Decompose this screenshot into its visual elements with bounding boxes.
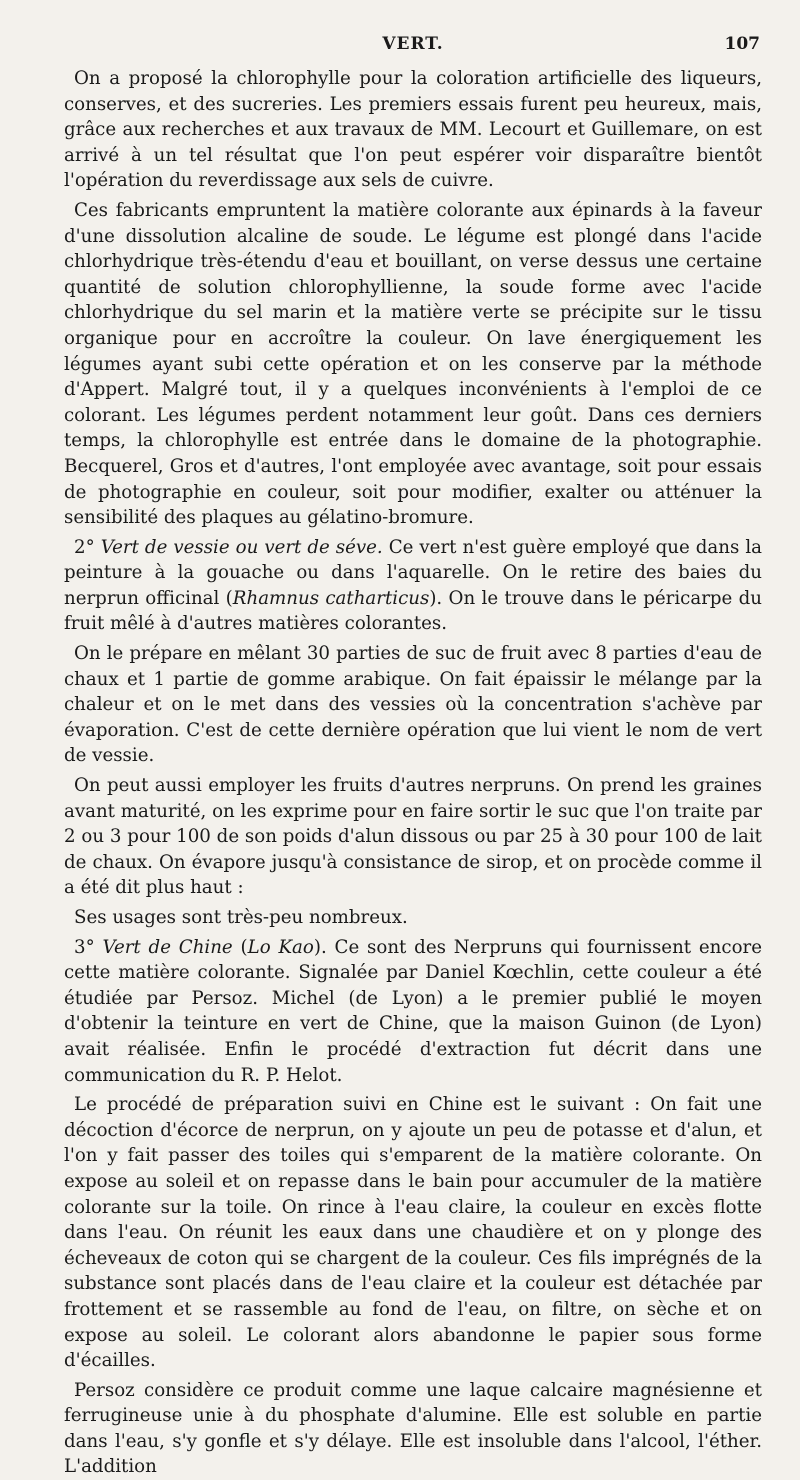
body-text xyxy=(64,66,762,1480)
latin-name: Rhamnus catharticus xyxy=(232,587,430,609)
section-title: Vert de Chine xyxy=(102,936,233,958)
section-title: Vert de vessie ou vert de séve. xyxy=(100,536,383,558)
section-number: 3° xyxy=(74,936,95,958)
paragraph-text: ). Ce sont des Nerpruns qui fournissent encore cette matière colorante. Signalée par Daniel Kœchlin, cette couleur a été étudiée par Persoz. Michel (de Lyon) a le premier publié le moyen d'obtenir la teinture en vert de Chine, que la maison Guinon (de Lyon) avait réalisée. Enfin le procédé d'extraction fut décrit dans une communication du R. P. Helot. xyxy=(64,936,762,1086)
paragraph-text: Ce vert n'est guère employé que dans la peinture à la gouache ou dans l'aquarelle. On le retire des baies du nerprun officinal ( xyxy=(64,536,762,609)
running-title: VERT. xyxy=(382,34,444,54)
paragraph: On peut aussi employer les fruits d'autres nerpruns. On prend les graines avant maturité, on les exprime pour en faire sortir le suc que l'on traite par 2 ou 3 pour 100 de son poids d'alun dissous ou par 25 à 30 pour 100 de lait de chaux. On évapore jusqu'à consistance de sirop, et on procède comme il a été dit plus haut : xyxy=(64,775,762,899)
section-subtitle: Lo Kao xyxy=(247,936,314,958)
paragraph-text: ). On le trouve dans le péricarpe du fruit mêlé à d'autres matières colorantes. xyxy=(64,587,762,635)
paragraph-text: ( xyxy=(232,936,248,958)
paragraph: Ces fabricants empruntent la matière colorante aux épinards à la faveur d'une dissolution alcaline de soude. Le légume est plongé dans l'acide chlorhydrique très-étendu d'eau et bouillant, on verse dessus une certaine quantité de solution chlorophyllienne, la soude forme avec l'acide chlorhydrique du sel marin et la matière verte se précipite sur le tissu organique pour en accroître la couleur. On lave énergiquement les légumes ayant subi cette opération et on les conserve par la méthode d'Appert. Malgré tout, il y a quelques inconvénients à l'emploi de ce colorant. Les légumes perdent notamment leur goût. Dans ces derniers temps, la chlorophylle est entrée dans le domaine de la photographie. Becquerel, Gros et d'autres, l'ont employée avec avantage, soit pour essais de photographie en couleur, soit pour modifier, exalter ou atténuer la sensibilité des plaques au gélatino-bromure. xyxy=(64,199,762,529)
paragraph: On a proposé la chlorophylle pour la coloration artificielle des liqueurs, conserves, et des sucreries. Les premiers essais furent peu heureux, mais, grâce aux recherches et aux travaux de MM. Lecourt et Guillemare, on est arrivé à un tel résultat que l'on peut espérer voir disparaître bientôt l'opération du reverdissage aux sels de cuivre. xyxy=(64,68,762,192)
page-number: 107 xyxy=(724,34,760,54)
paragraph: On le prépare en mêlant 30 parties de suc de fruit avec 8 parties d'eau de chaux et 1 partie de gomme arabique. On fait épaissir le mélange par la chaleur et on le met dans des vessies où la concentration s'achève par évaporation. C'est de cette dernière opération que lui vient le nom de vert de vessie. xyxy=(64,643,762,767)
running-head xyxy=(64,30,762,58)
paragraph: Ses usages sont très-peu nombreux. xyxy=(74,907,408,928)
paragraph-vert-de-chine xyxy=(64,935,762,1089)
section-number: 2° xyxy=(74,536,95,558)
paragraph-vert-de-vessie xyxy=(64,535,762,637)
paragraph: Persoz considère ce produit comme une laque calcaire magnésienne et ferrugineuse unie à du phosphate d'alumine. Elle est soluble en partie dans l'eau, s'y gonfle et s'y délaye. Elle est insoluble dans l'alcool, l'éther. L'addition xyxy=(64,1379,762,1478)
paragraph: Le procédé de préparation suivi en Chine est le suivant : On fait une décoction d'écorce de nerprun, on y ajoute un peu de potasse et d'alun, et l'on y fait passer des toiles qui s'emparent de la matière colorante. On expose au soleil et on repasse dans le bain pour accumuler de la matière colorante sur la toile. On rince à l'eau claire, la couleur en excès flotte dans l'eau. On réunit les eaux dans une chaudière et on y plonge des écheveaux de coton qui se chargent de la couleur. Ces fils imprégnés de la substance sont placés dans de l'eau claire et la couleur est détachée par frottement et se rassemble au fond de l'eau, on filtre, on sèche et on expose au soleil. Le colorant alors abandonne le papier sous forme d'écailles. xyxy=(64,1094,762,1372)
